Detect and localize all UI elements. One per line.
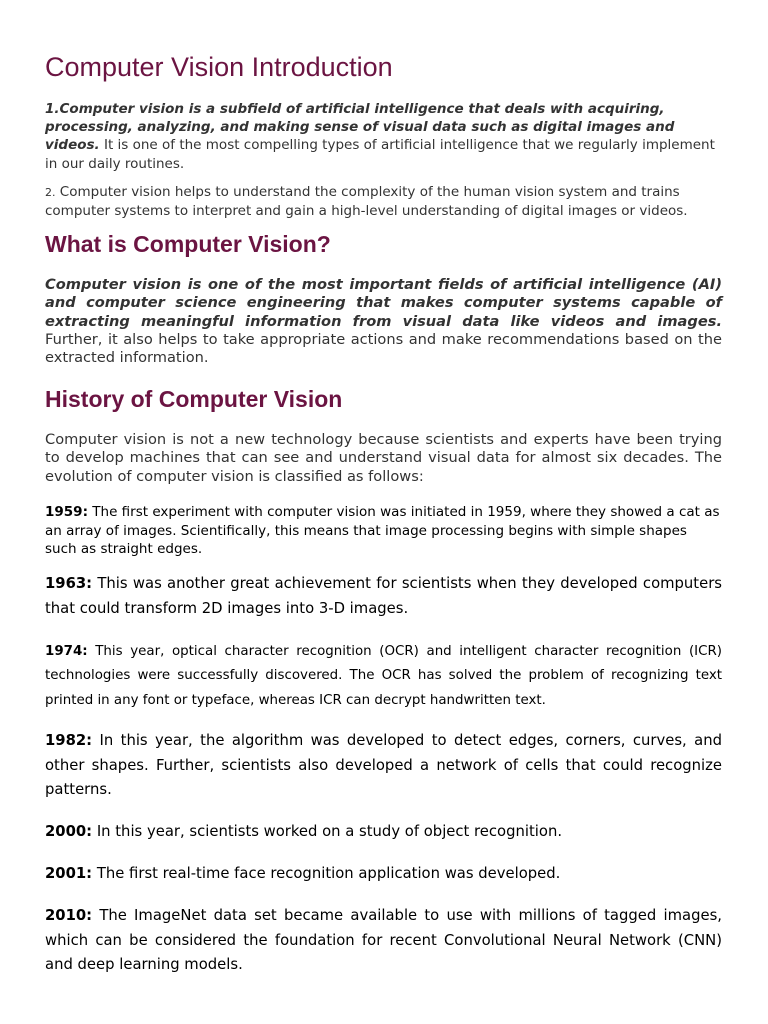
entry-text: The first real-time face recognition application was developed. bbox=[92, 865, 561, 882]
entry-year: 1974: bbox=[45, 644, 88, 659]
entry-year: 2000: bbox=[45, 823, 93, 840]
history-entry-2000 bbox=[45, 820, 722, 845]
entry-year: 2001: bbox=[45, 865, 93, 882]
entry-year: 1963: bbox=[45, 575, 93, 592]
history-intro: Computer vision is not a new technology because scientists and experts have been trying to develop machines that can see and understand visual data for almost six decades. The evolution of computer vision is classified as follows: bbox=[45, 431, 722, 485]
history-entry-2010 bbox=[45, 904, 722, 978]
history-entry-1974 bbox=[45, 640, 722, 713]
what-paragraph bbox=[45, 276, 722, 367]
what-lead: Computer vision is one of the most important fields of artificial intelligence (AI) and computer science engineering that makes computer systems capable of extracting meaningful information from visual data like videos and images. bbox=[45, 276, 722, 330]
entry-text: The ImageNet data set became available to use with millions of tagged images, which can be considered the foundation for recent Convolutional Neural Network (CNN) and deep learning models. bbox=[45, 907, 722, 973]
history-entry-1963 bbox=[45, 572, 722, 621]
what-rest: Further, it also helps to take appropriate actions and make recommendations based on the extracted information. bbox=[45, 330, 722, 367]
entry-text: This year, optical character recognition (OCR) and intelligent character recognition (ICR) technologies were successfully discovered. The OCR has solved the problem of recognizing text printed in any font or typeface, whereas ICR can decrypt handwritten text. bbox=[45, 644, 722, 708]
intro-1-rest: It is one of the most compelling types of artificial intelligence that we regularly implement in our daily routines. bbox=[45, 137, 715, 172]
intro-paragraph-1 bbox=[45, 100, 722, 173]
entry-text: In this year, scientists worked on a study of object recognition. bbox=[92, 823, 563, 840]
entry-text: This was another great achievement for scientists when they developed computers that could transform 2D images into 3-D images. bbox=[45, 575, 722, 617]
entry-year: 2010: bbox=[45, 907, 93, 924]
intro-1-lead: 1.Computer vision is a subfield of artificial intelligence that deals with acquiring, processing, analyzing, and making sense of visual data such as digital images and videos. bbox=[45, 101, 675, 154]
entry-year: 1982: bbox=[45, 732, 93, 749]
intro-2-number: 2. bbox=[45, 186, 56, 199]
intro-paragraph-2 bbox=[45, 183, 722, 220]
what-heading: What is Computer Vision? bbox=[45, 231, 331, 257]
entry-text: The first experiment with computer vision was initiated in 1959, where they showed a cat as an array of images. Scientifically, this means that image processing begins with simple shapes such as straight edges. bbox=[45, 504, 720, 558]
history-entry-1959 bbox=[45, 503, 722, 559]
page-title: Computer Vision Introduction bbox=[45, 52, 393, 82]
entry-text: In this year, the algorithm was developed to detect edges, corners, curves, and other shapes. Further, scientists also developed a network of cells that could recognize patterns. bbox=[45, 732, 722, 798]
history-entry-2001 bbox=[45, 862, 722, 887]
entry-year: 1959: bbox=[45, 504, 88, 520]
intro-2-text: Computer vision helps to understand the complexity of the human vision system and trains computer systems to interpret and gain a high-level understanding of digital images or videos. bbox=[45, 184, 688, 220]
history-entry-1982 bbox=[45, 729, 722, 803]
history-heading: History of Computer Vision bbox=[45, 386, 343, 412]
